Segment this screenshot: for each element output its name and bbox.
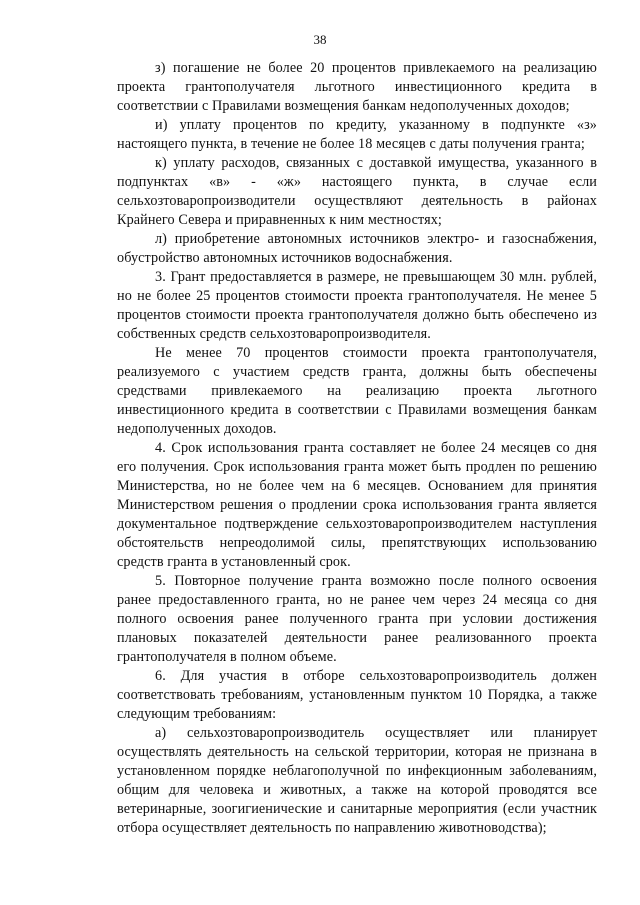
paragraph-z-loan-repayment: з) погашение не более 20 процентов привлекаемого на реализацию проекта грантополучателя льготного инвестиционного кредита в соответствии с Правилами возмещения банкам недополученных доходов; <box>117 60 597 114</box>
page-number: 38 <box>313 32 327 47</box>
paragraph-l-autonomous-sources: л) приобретение автономных источников электро- и газоснабжения, обустройство автономных источников водоснабжения. <box>117 231 597 266</box>
paragraph-5-repeat-grant: 5. Повторное получение гранта возможно после полного освоения ранее предоставленного гранта, но не ранее чем через 24 месяца со дня полного освоения ранее полученного гранта при условии достижения плановых показателей деятельности ранее реализованного проекта грантополучателя в полном объеме. <box>117 573 597 665</box>
paragraph-a-rural-territory: а) сельхозтоваропроизводитель осуществляет или планирует осуществлять деятельность на сельской территории, которая не признана в установленном порядке неблагополучной по инфекционным заболеваниям, общим для человека и животных, а также на которой проводятся все ветеринарные, зоогигиенические и санитарные мероприятия (если участник отбора осуществляет деятельность по направлению животноводства); <box>117 725 597 836</box>
paragraph-4-grant-term: 4. Срок использования гранта составляет не более 24 месяцев со дня его получения. Срок использования гранта может быть продлен по решению Министерства, но не более чем на 6 месяцев. Основанием для принятия Министерством решения о продлении срока использования гранта является документальное подтверждение сельхозтоваропроизводителем наступления обстоятельств непреодолимой силы, препятствующих использованию средств гранта в установленный срок. <box>117 440 597 570</box>
paragraph-3-grant-amount: 3. Грант предоставляется в размере, не превышающем 30 млн. рублей, но не более 25 процентов стоимости проекта грантополучателя. Не менее 5 процентов стоимости проекта грантополучателя должно быть обеспечено из собственных средств сельхозтоваропроизводителя. <box>117 269 597 342</box>
paragraph-6-requirements: 6. Для участия в отборе сельхозтоваропроизводитель должен соответствовать требованиям, установленным пунктом 10 Порядка, а также следующим требованиям: <box>117 668 597 722</box>
paragraph-i-interest-payment: и) уплату процентов по кредиту, указанному в подпункте «з» настоящего пункта, в течение не более 18 месяцев с даты получения гранта; <box>117 117 597 152</box>
paragraph-credit-share: Не менее 70 процентов стоимости проекта грантополучателя, реализуемого с участием средств гранта, должны быть обеспечены средствами привлекаемого на реализацию проекта льготного инвестиционного кредита в соответствии с Правилами возмещения банкам недополученных доходов. <box>117 345 597 437</box>
document-body <box>117 59 597 838</box>
paragraph-k-delivery-costs: к) уплату расходов, связанных с доставкой имущества, указанного в подпунктах «в» - «ж» настоящего пункта, в случае если сельхозтоваропроизводители осуществляют деятельность в районах Крайнего Севера и приравненных к ним местностях; <box>117 155 597 228</box>
